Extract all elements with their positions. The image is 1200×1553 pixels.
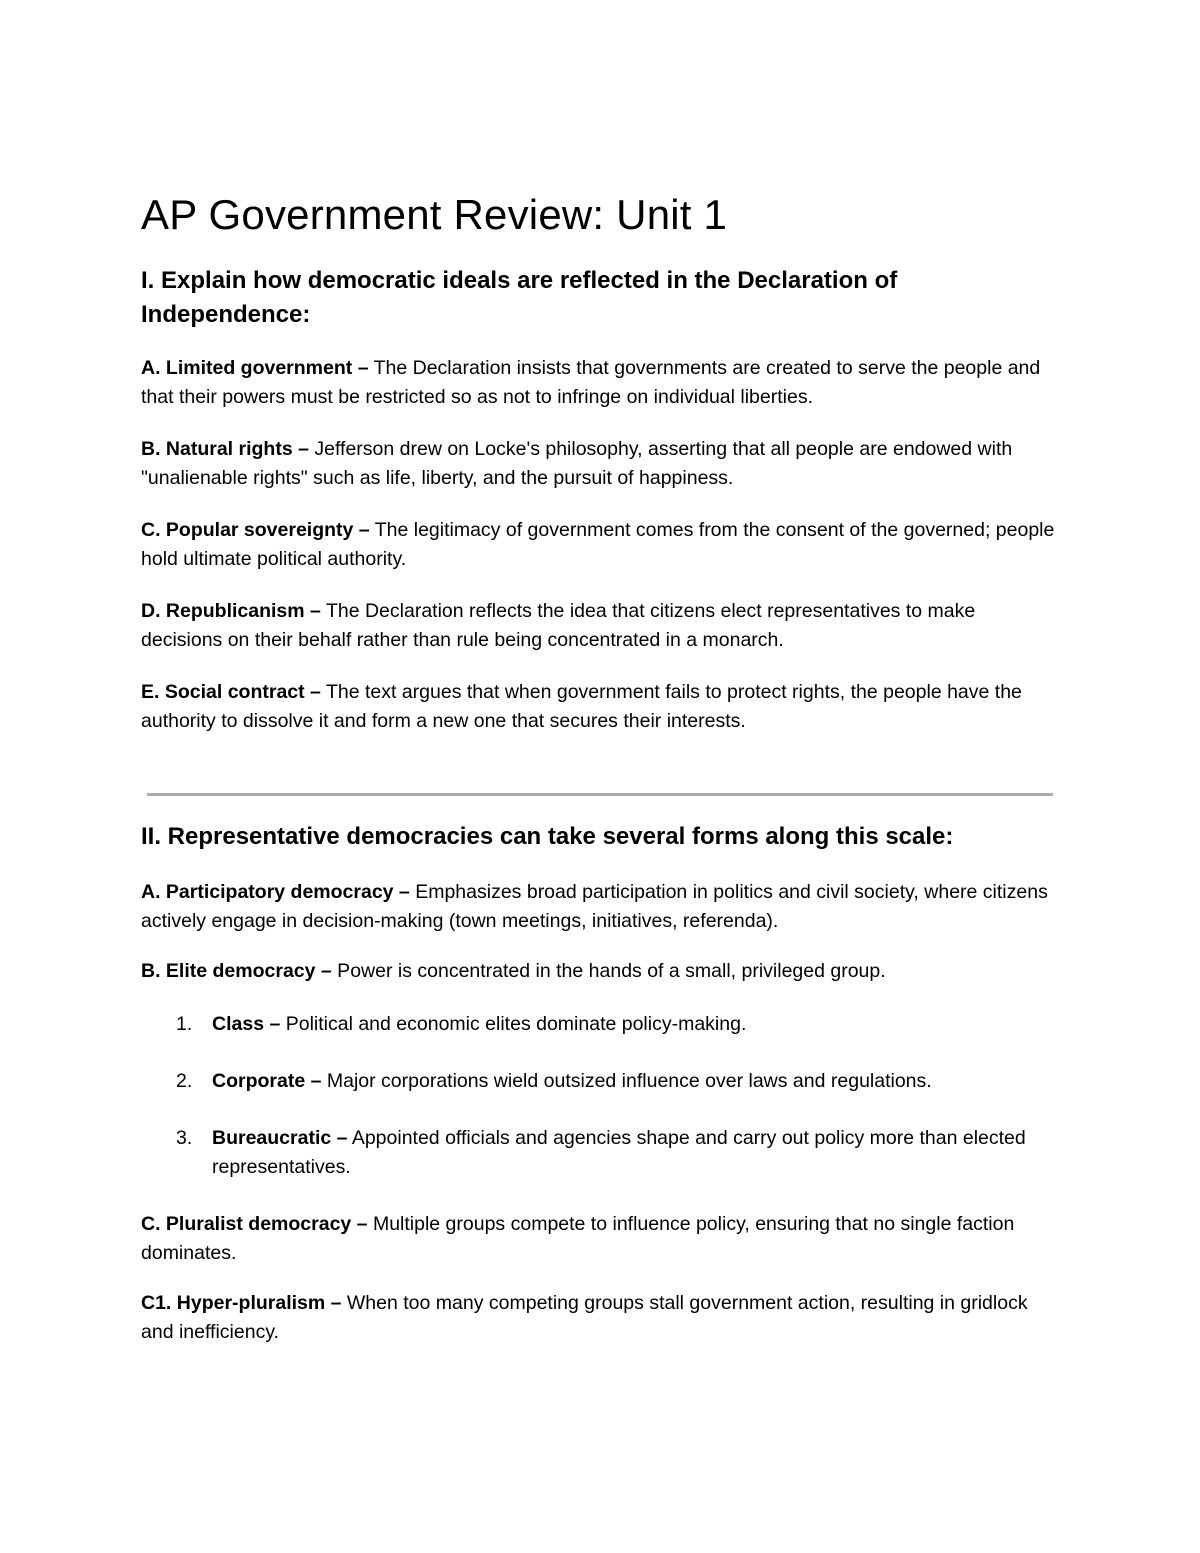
entry-term: A. Limited government – — [141, 357, 369, 379]
list-item-class — [141, 1010, 1056, 1039]
entry-popular-sovereignty — [141, 516, 1056, 574]
horizontal-divider — [147, 793, 1053, 796]
entry-text: Appointed officials and agencies shape and carry out policy more than elected representatives. — [212, 1127, 1026, 1178]
list-item-bureaucratic — [141, 1124, 1056, 1182]
entry-text: Emphasizes broad participation in politics and civil society, where citizens actively engage in decision-making (town meetings, initiatives, referenda). — [141, 881, 1048, 932]
entry-term: B. Elite democracy – — [141, 960, 332, 982]
list-number: 2. — [176, 1070, 193, 1092]
entry-text: The text argues that when government fails to protect rights, the people have the authority to dissolve it and form a new one that secures their interests. — [141, 681, 1022, 732]
entry-republicanism — [141, 597, 1056, 655]
list-number: 3. — [176, 1127, 193, 1149]
section-declaration — [141, 264, 1056, 736]
entry-term: C. Pluralist democracy – — [141, 1213, 368, 1235]
entry-text: Political and economic elites dominate policy-making. — [280, 1013, 747, 1035]
elite-democracy-list — [141, 1010, 1056, 1182]
entry-natural-rights — [141, 435, 1056, 493]
entry-limited-government — [141, 354, 1056, 412]
entry-text: The legitimacy of government comes from the consent of the governed; people hold ultimate political authority. — [141, 519, 1055, 570]
document-page — [141, 190, 1056, 1343]
entry-text: Major corporations wield outsized influence over laws and regulations. — [321, 1070, 932, 1092]
list-number: 1. — [176, 1013, 193, 1035]
entry-term: D. Republicanism – — [141, 600, 321, 622]
entry-term: Corporate – — [212, 1070, 322, 1092]
entry-pluralist-democracy — [141, 1210, 1056, 1268]
entry-hyper-pluralism — [141, 1289, 1056, 1347]
entry-text: Power is concentrated in the hands of a small, privileged group. — [331, 960, 886, 982]
entry-social-contract — [141, 678, 1056, 736]
section-1-heading: I. Explain how democratic ideals are reflected in the Declaration of Independence: — [141, 267, 898, 328]
entry-text: When too many competing groups stall government action, resulting in gridlock and inefficiency. — [141, 1292, 1028, 1343]
entry-term: Class – — [212, 1013, 281, 1035]
entry-term: Bureaucratic – — [212, 1127, 348, 1149]
entry-text: The Declaration reflects the idea that citizens elect representatives to make decisions on their behalf rather than rule being concentrated in a monarch. — [141, 600, 976, 651]
entry-term: E. Social contract – — [141, 681, 321, 703]
entry-text: Jefferson drew on Locke's philosophy, asserting that all people are endowed with "unalienable rights" such as life, liberty, and the pursuit of happiness. — [141, 438, 1013, 489]
entry-text: The Declaration insists that governments are created to serve the people and that their powers must be restricted so as not to infringe on individual liberties. — [141, 357, 1041, 408]
section-2-heading: II. Representative democracies can take several forms along this scale: — [141, 823, 954, 850]
list-item-corporate — [141, 1067, 1056, 1096]
section-representative-democracies — [141, 820, 1056, 1347]
entry-term: B. Natural rights – — [141, 438, 309, 460]
entry-text: Multiple groups compete to influence policy, ensuring that no single faction dominates. — [141, 1213, 1015, 1264]
document-title: AP Government Review: Unit 1 — [141, 191, 728, 238]
entry-elite-democracy — [141, 957, 1056, 986]
entry-participatory-democracy — [141, 878, 1056, 936]
entry-term: A. Participatory democracy – — [141, 881, 410, 903]
entry-term: C. Popular sovereignty – — [141, 519, 370, 541]
entry-term: C1. Hyper-pluralism – — [141, 1292, 342, 1314]
